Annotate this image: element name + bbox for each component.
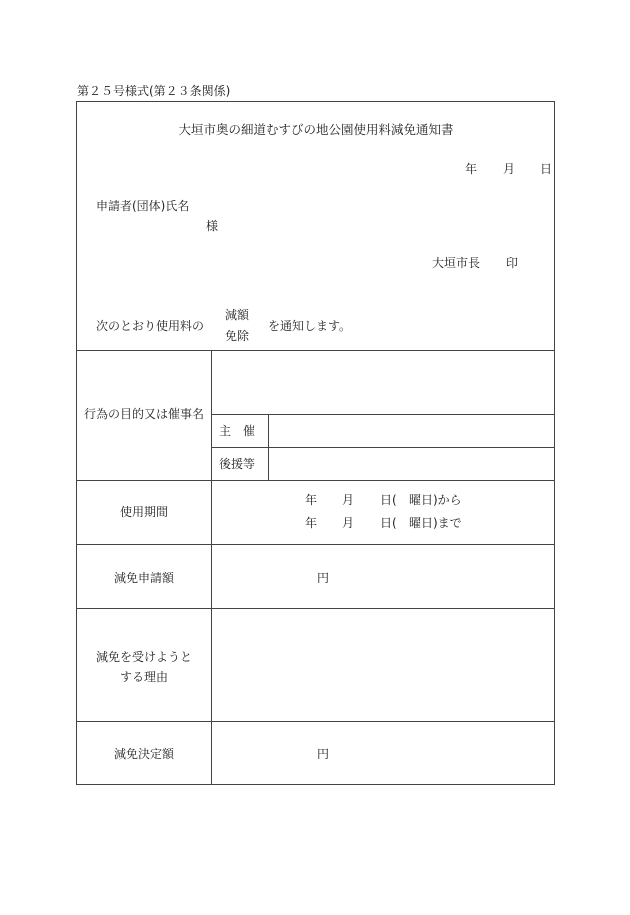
usage-period-label: 使用期間	[119, 505, 169, 519]
row-divider	[76, 721, 555, 722]
notice-option-reduction: 減額	[225, 308, 250, 322]
period-end-month: 月	[342, 516, 355, 530]
decided-amount-label: 減免決定額	[113, 747, 175, 761]
organizer-input-area[interactable]	[269, 415, 555, 447]
notice-option-exemption: 免除	[225, 329, 250, 343]
period-start-day: 日(	[380, 493, 397, 507]
document-title: 大垣市奥の細道むすびの地公園使用料減免通知書	[178, 122, 454, 137]
supporter-input-area[interactable]	[269, 448, 555, 480]
period-end-day: 日(	[380, 516, 397, 530]
form-number-label: 第２５号様式(第２３条関係)	[77, 84, 231, 98]
reduction-reason-label-line1: 減免を受けようと	[95, 650, 193, 664]
supporter-label: 後援等	[219, 457, 256, 471]
period-end-year: 年	[305, 516, 318, 530]
notice-suffix: を通知します。	[268, 319, 352, 333]
period-end-weekday: 曜日)まで	[409, 516, 462, 530]
requested-amount-unit: 円	[317, 571, 330, 585]
reason-input-area[interactable]	[212, 609, 555, 721]
purpose-label: 行為の目的又は催事名	[83, 407, 205, 421]
date-year-label: 年	[465, 162, 478, 176]
reduction-reason-label-line2: する理由	[119, 670, 169, 684]
period-start-month: 月	[342, 493, 355, 507]
row-divider	[76, 544, 555, 545]
decided-amount-unit: 円	[317, 747, 330, 761]
row-divider	[76, 480, 555, 481]
period-start-year: 年	[305, 493, 318, 507]
issuer-name: 大垣市長	[432, 256, 481, 270]
applicant-name-label: 申請者(団体)氏名	[96, 199, 190, 213]
requested-amount-label: 減免申請額	[113, 571, 175, 585]
period-start-weekday: 曜日)から	[409, 493, 462, 507]
purpose-input-area[interactable]	[212, 351, 555, 414]
notice-prefix: 次のとおり使用料の	[96, 319, 205, 333]
date-day-label: 日	[540, 162, 553, 176]
date-month-label: 月	[503, 162, 516, 176]
applicant-honorific: 様	[206, 219, 219, 233]
issuer-seal-mark: 印	[506, 256, 519, 270]
organizer-label: 主 催	[219, 424, 256, 438]
